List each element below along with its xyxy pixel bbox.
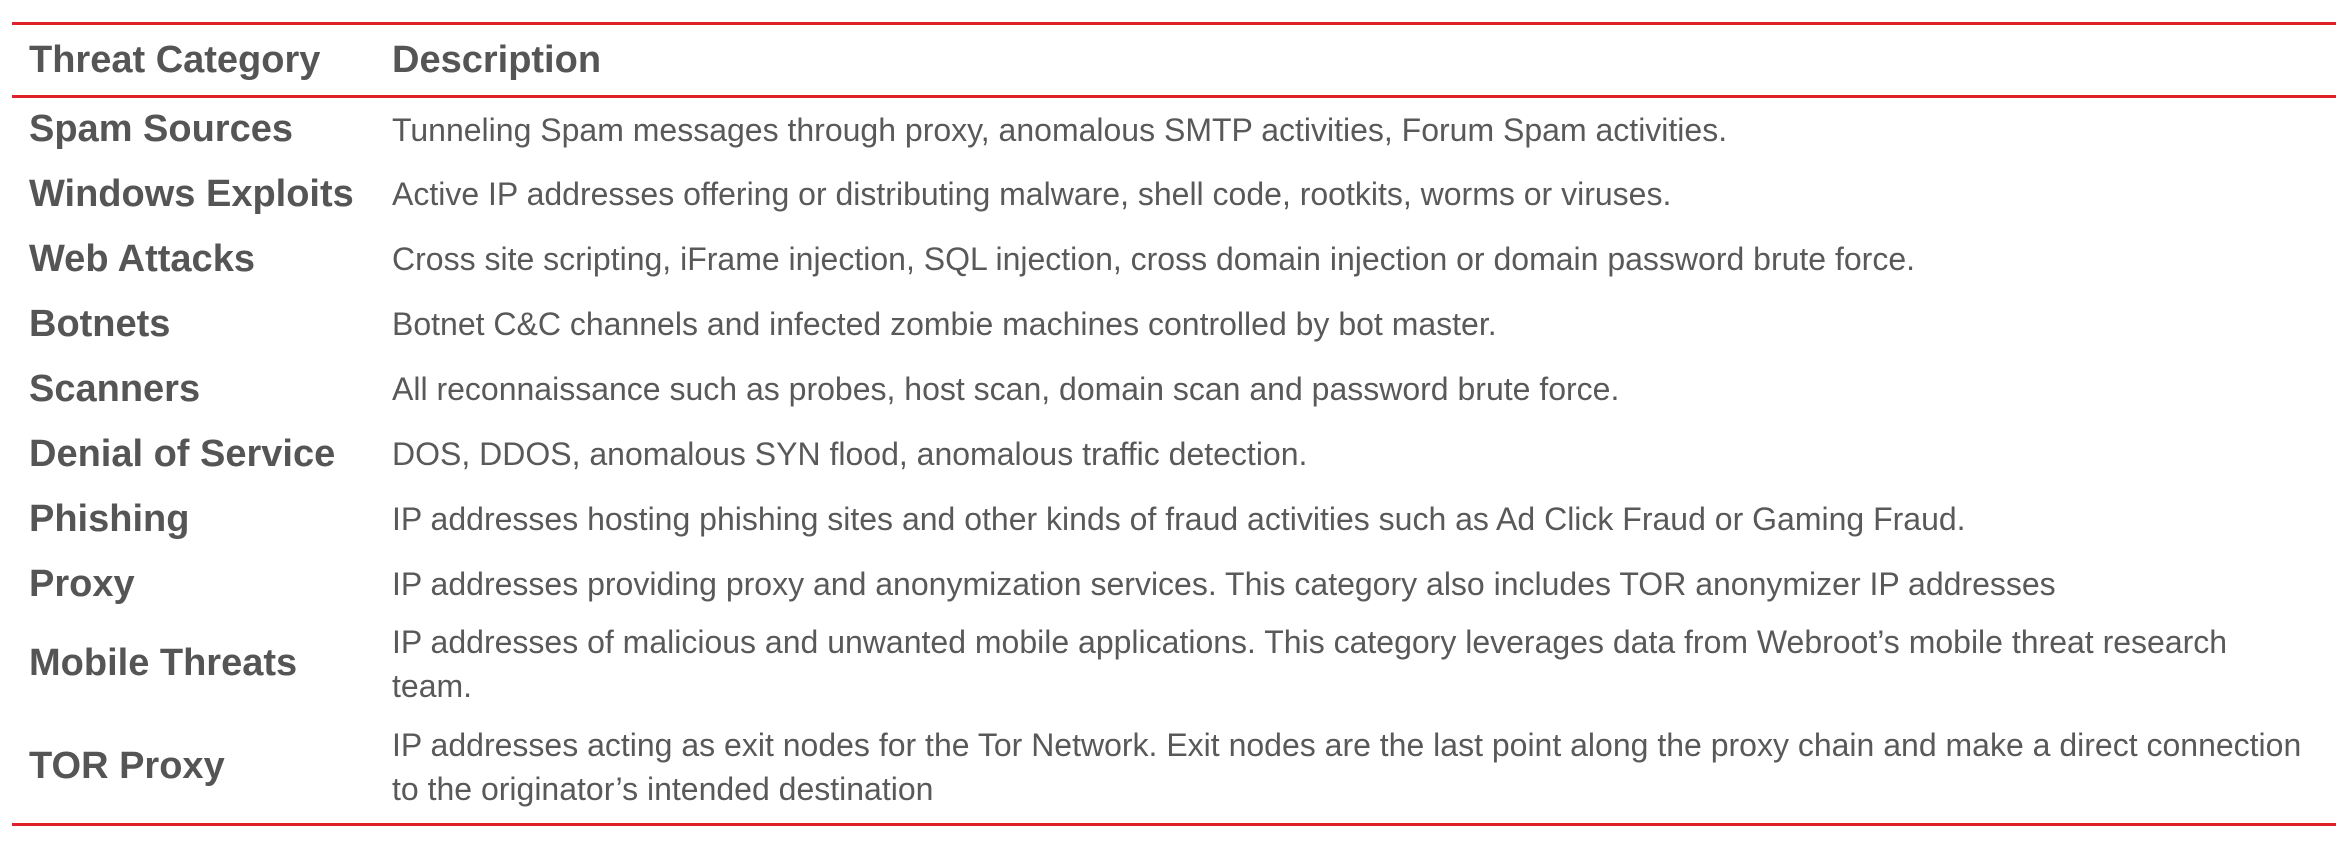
row-category: TOR Proxy [29, 745, 225, 788]
table-row [12, 617, 2336, 711]
row-description: Botnet C&C channels and infected zombie machines controlled by bot master. [392, 306, 1497, 342]
table-body [12, 97, 2336, 825]
row-description: Cross site scripting, iFrame injection, SQL injection, cross domain injection or domain password brute force. [392, 241, 1916, 277]
row-category: Web Attacks [29, 237, 255, 280]
row-category: Proxy [29, 562, 135, 605]
row-description: Tunneling Spam messages through proxy, anomalous SMTP activities, Forum Spam activities. [392, 111, 1728, 148]
table-row [12, 357, 2336, 422]
table-row [12, 292, 2336, 357]
table-row [12, 97, 2336, 162]
row-category: Scanners [29, 367, 201, 410]
table-row [12, 487, 2336, 552]
row-category: Windows Exploits [29, 172, 354, 215]
row-category: Mobile Threats [29, 642, 298, 684]
row-category: Spam Sources [29, 108, 293, 151]
threat-category-table-container [12, 22, 2336, 826]
header-description: Description [392, 38, 602, 81]
row-category: Denial of Service [29, 432, 336, 475]
table-row [12, 422, 2336, 487]
row-description: All reconnaissance such as probes, host scan, domain scan and password brute force. [392, 371, 1620, 407]
threat-category-table [12, 22, 2336, 826]
table-row [12, 711, 2336, 825]
table-row [12, 552, 2336, 617]
table-row [12, 227, 2336, 292]
header-row [12, 24, 2336, 97]
row-description: IP addresses of malicious and unwanted mobile applications. This category leverages data from Webroot’s mobile threat research team. [392, 623, 2228, 704]
header-threat-category: Threat Category [29, 38, 321, 81]
row-description: IP addresses acting as exit nodes for the Tor Network. Exit nodes are the last point along the proxy chain and make a direct connection to the originator’s intended destination [392, 726, 2302, 807]
row-category: Phishing [29, 497, 190, 540]
row-description: Active IP addresses offering or distributing malware, shell code, rootkits, worms or viruses. [392, 176, 1672, 212]
row-description: DOS, DDOS, anomalous SYN flood, anomalous traffic detection. [392, 436, 1308, 472]
row-description: IP addresses providing proxy and anonymization services. This category also includes TOR anonymizer IP addresses [392, 566, 2056, 602]
table-row [12, 162, 2336, 227]
table-header [12, 24, 2336, 97]
row-description: IP addresses hosting phishing sites and other kinds of fraud activities such as Ad Click Fraud or Gaming Fraud. [392, 501, 1966, 537]
row-category: Botnets [29, 302, 171, 345]
